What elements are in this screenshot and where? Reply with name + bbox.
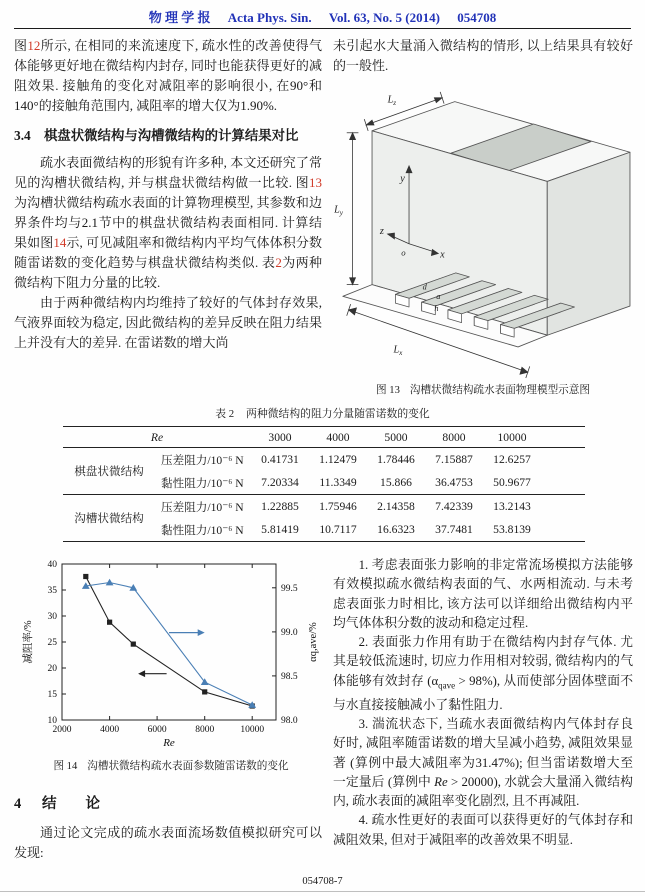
value-cell: 12.6257 — [493, 453, 531, 466]
svg-text:8000: 8000 — [195, 725, 215, 735]
label-axis-z: z — [379, 226, 384, 237]
value-cell: 0.41731 — [261, 453, 299, 466]
table2-caption: 表 2 两种微结构的阻力分量随雷诺数的变化 — [215, 408, 430, 420]
label-axis-y: y — [400, 173, 405, 185]
journal-volume: Vol. 63, No. 5 (2014) — [328, 10, 440, 25]
svg-text:98.5: 98.5 — [281, 672, 298, 683]
svg-text:6000: 6000 — [147, 725, 167, 735]
header-rule — [14, 28, 631, 29]
paragraph: 疏水表面微结构的形貌有许多种, 本文还研究了常见的沟槽状微结构, 并与棋盘状微结构做一比较. 图13为沟槽状微结构疏水表面的计算物理模型, 其参数和边界条件均与2.1节中的棋盘状微结构表面相同. 计算结果如图14示, 可见减阻率和微结构内平均气体体积分数随雷诺数的变化趋势与棋盘状微结构类似. 表2为两种微结构下阻力分量的比较. — [14, 155, 322, 290]
svg-text:10000: 10000 — [240, 725, 265, 735]
metric-label: 压差阻力/10⁻⁶ N — [161, 500, 244, 514]
re-value-header: 8000 — [442, 430, 466, 444]
left-column-bottom — [14, 794, 322, 863]
value-cell: 50.9677 — [493, 476, 531, 489]
figure14-caption-label: 图 14 — [53, 761, 78, 772]
value-cell: 10.7117 — [319, 523, 357, 536]
section-title: 结 论 — [42, 796, 100, 812]
right-column-bottom — [333, 556, 633, 850]
journal-title-en: Acta Phys. Sin. — [227, 10, 312, 25]
right-column-top — [333, 36, 633, 398]
metric-label: 压差阻力/10⁻⁶ N — [161, 453, 244, 467]
label-Lx: $L_x$ — [393, 344, 403, 358]
value-cell: 1.22885 — [261, 500, 299, 513]
structure-group-label: 沟槽状微结构 — [74, 512, 144, 525]
label-origin: o — [401, 247, 406, 258]
svg-text:99.5: 99.5 — [281, 584, 298, 594]
svg-text:减阻率/%: 减阻率/% — [23, 620, 34, 664]
paragraph: 图12所示, 在相同的来流速度下, 疏水性的改善使得气体能够更好地在微结构内封存, 同时也能获得更好的减阻效果. 接触角的变化对减阻率的影响很小, 在90°和140°的接触角范围内, 减阻率的增大仅为1.90%. — [14, 38, 322, 113]
page-id: 054708-7 — [302, 876, 343, 887]
value-cell: 7.15887 — [435, 453, 473, 466]
figure14-chart — [20, 556, 322, 752]
left-column-top — [14, 36, 322, 353]
svg-text:98.0: 98.0 — [281, 716, 298, 727]
figure14-section — [20, 556, 322, 774]
value-cell: 15.866 — [380, 476, 412, 489]
value-cell: 36.4753 — [435, 476, 473, 489]
svg-text:αq,ave/%: αq,ave/% — [308, 622, 319, 662]
section-3-4-heading — [14, 126, 322, 145]
value-cell: 7.20334 — [261, 476, 299, 489]
label-dim-d: d — [422, 282, 427, 292]
label-Ly: $L_y$ — [334, 204, 344, 218]
metric-label: 黏性阻力/10⁻⁶ N — [161, 523, 244, 537]
conclusion-item-4: 4. 疏水性更好的表面可以获得更好的气体封存和减阻效果, 但对于减阻率的改善效果不明显. — [333, 813, 633, 847]
table2-header — [63, 427, 585, 448]
journal-article-no: 054708 — [457, 10, 497, 25]
journal-header — [0, 7, 645, 26]
conclusion-intro: 通过论文完成的疏水表面流场数值模拟研究可以发现: — [14, 825, 322, 860]
table-row — [63, 495, 585, 519]
section-title: 棋盘状微结构与沟槽微结构的计算结果对比 — [44, 128, 299, 143]
section-number: 3.4 — [14, 128, 31, 143]
svg-text:99.0: 99.0 — [281, 628, 298, 639]
value-cell: 37.7481 — [435, 523, 473, 536]
svg-text:35: 35 — [47, 586, 57, 597]
svg-text:15: 15 — [47, 690, 57, 701]
paragraph: 未引起水大量涌入微结构的情形, 以上结果具有较好的一般性. — [333, 38, 633, 73]
conclusion-item-1: 1. 考虑表面张力影响的非定常流场模拟方法能够有效模拟疏水微结构表面的气、水两相流动. 与未考虑表面张力时相比, 该方法可以详细给出微结构内平均气体体积分数的波动和稳定过程. — [333, 558, 633, 630]
page-footer — [0, 876, 645, 887]
figure13-caption-label: 图 13 — [376, 385, 400, 396]
table2-section — [14, 406, 631, 542]
svg-text:10: 10 — [47, 716, 57, 727]
label-axis-x: x — [440, 249, 445, 261]
re-value-header: 3000 — [268, 430, 292, 444]
value-cell: 1.12479 — [319, 453, 357, 466]
table-row — [63, 448, 585, 472]
value-cell: 53.8139 — [493, 523, 531, 536]
svg-text:4000: 4000 — [100, 725, 120, 735]
label-Lz: $L_z$ — [387, 94, 397, 108]
re-value-header: 5000 — [384, 430, 408, 444]
table2-group1 — [63, 448, 585, 495]
journal-title-zh: 物 理 学 报 — [148, 10, 211, 25]
label-dim-h: h — [434, 303, 439, 313]
section-number: 4 — [14, 796, 22, 812]
re-value-header: 10000 — [497, 430, 527, 444]
re-header: Re — [150, 430, 164, 444]
re-value-header: 4000 — [326, 430, 350, 444]
value-cell: 2.14358 — [377, 500, 415, 513]
value-cell: 11.3349 — [319, 476, 357, 489]
table2 — [63, 426, 585, 542]
svg-text:40: 40 — [47, 560, 57, 571]
svg-text:30: 30 — [47, 612, 57, 623]
figure13-caption: 图 13 沟槽状微结构疏水表面物理模型示意图 — [376, 385, 590, 396]
section-4-heading — [14, 794, 322, 814]
page-edge-line — [0, 891, 645, 892]
label-dim-a: a — [436, 292, 441, 302]
svg-text:Re: Re — [163, 737, 175, 749]
paragraph: 由于两种微结构内均维持了较好的气体封存效果, 气液界面较为稳定, 因此微结构的差异反映在阻力结果上并没有大的差异. 在雷诺数的增大尚 — [14, 295, 322, 350]
svg-text:25: 25 — [47, 638, 57, 649]
conclusion-item-2: 2. 表面张力作用有助于在微结构内封存气体. 尤其是较低流速时, 切应力作用相对较弱, 微结构内的气体能够有效封存 $(\alpha_{qave} > 98\%)$, 从而使部分固体壁面不与水直接接触减小了黏性阻力. — [333, 635, 634, 712]
metric-label: 黏性阻力/10⁻⁶ N — [161, 476, 244, 490]
value-cell: 13.2143 — [493, 500, 531, 513]
figure13-diagram — [333, 88, 633, 380]
structure-group-label: 棋盘状微结构 — [74, 465, 144, 478]
value-cell: 16.6323 — [377, 523, 415, 536]
table2-group2 — [63, 495, 585, 542]
value-cell: 1.75946 — [319, 500, 357, 513]
conclusion-item-3: 3. 湍流状态下, 当疏水表面微结构内气体封存良好时, 减阻率随雷诺数的增大呈减小趋势, 减阻效果显著 (算例中最大减阻率为31.47%); 但当雷诺数增大至一定量后 (算例中 Re > 20000), 水就会大量涌入微结构内, 疏水表面的减阻率变化剧烈, 且不再减阻. — [333, 716, 633, 809]
value-cell: 5.81419 — [261, 523, 299, 536]
table2-caption-label: 表 2 — [215, 408, 235, 420]
svg-text:2000: 2000 — [52, 725, 72, 735]
value-cell: 1.78446 — [377, 453, 415, 466]
svg-text:20: 20 — [47, 664, 57, 675]
figure14-caption: 图 14 沟槽状微结构疏水表面参数随雷诺数的变化 — [53, 761, 289, 772]
value-cell: 7.42339 — [435, 500, 473, 513]
